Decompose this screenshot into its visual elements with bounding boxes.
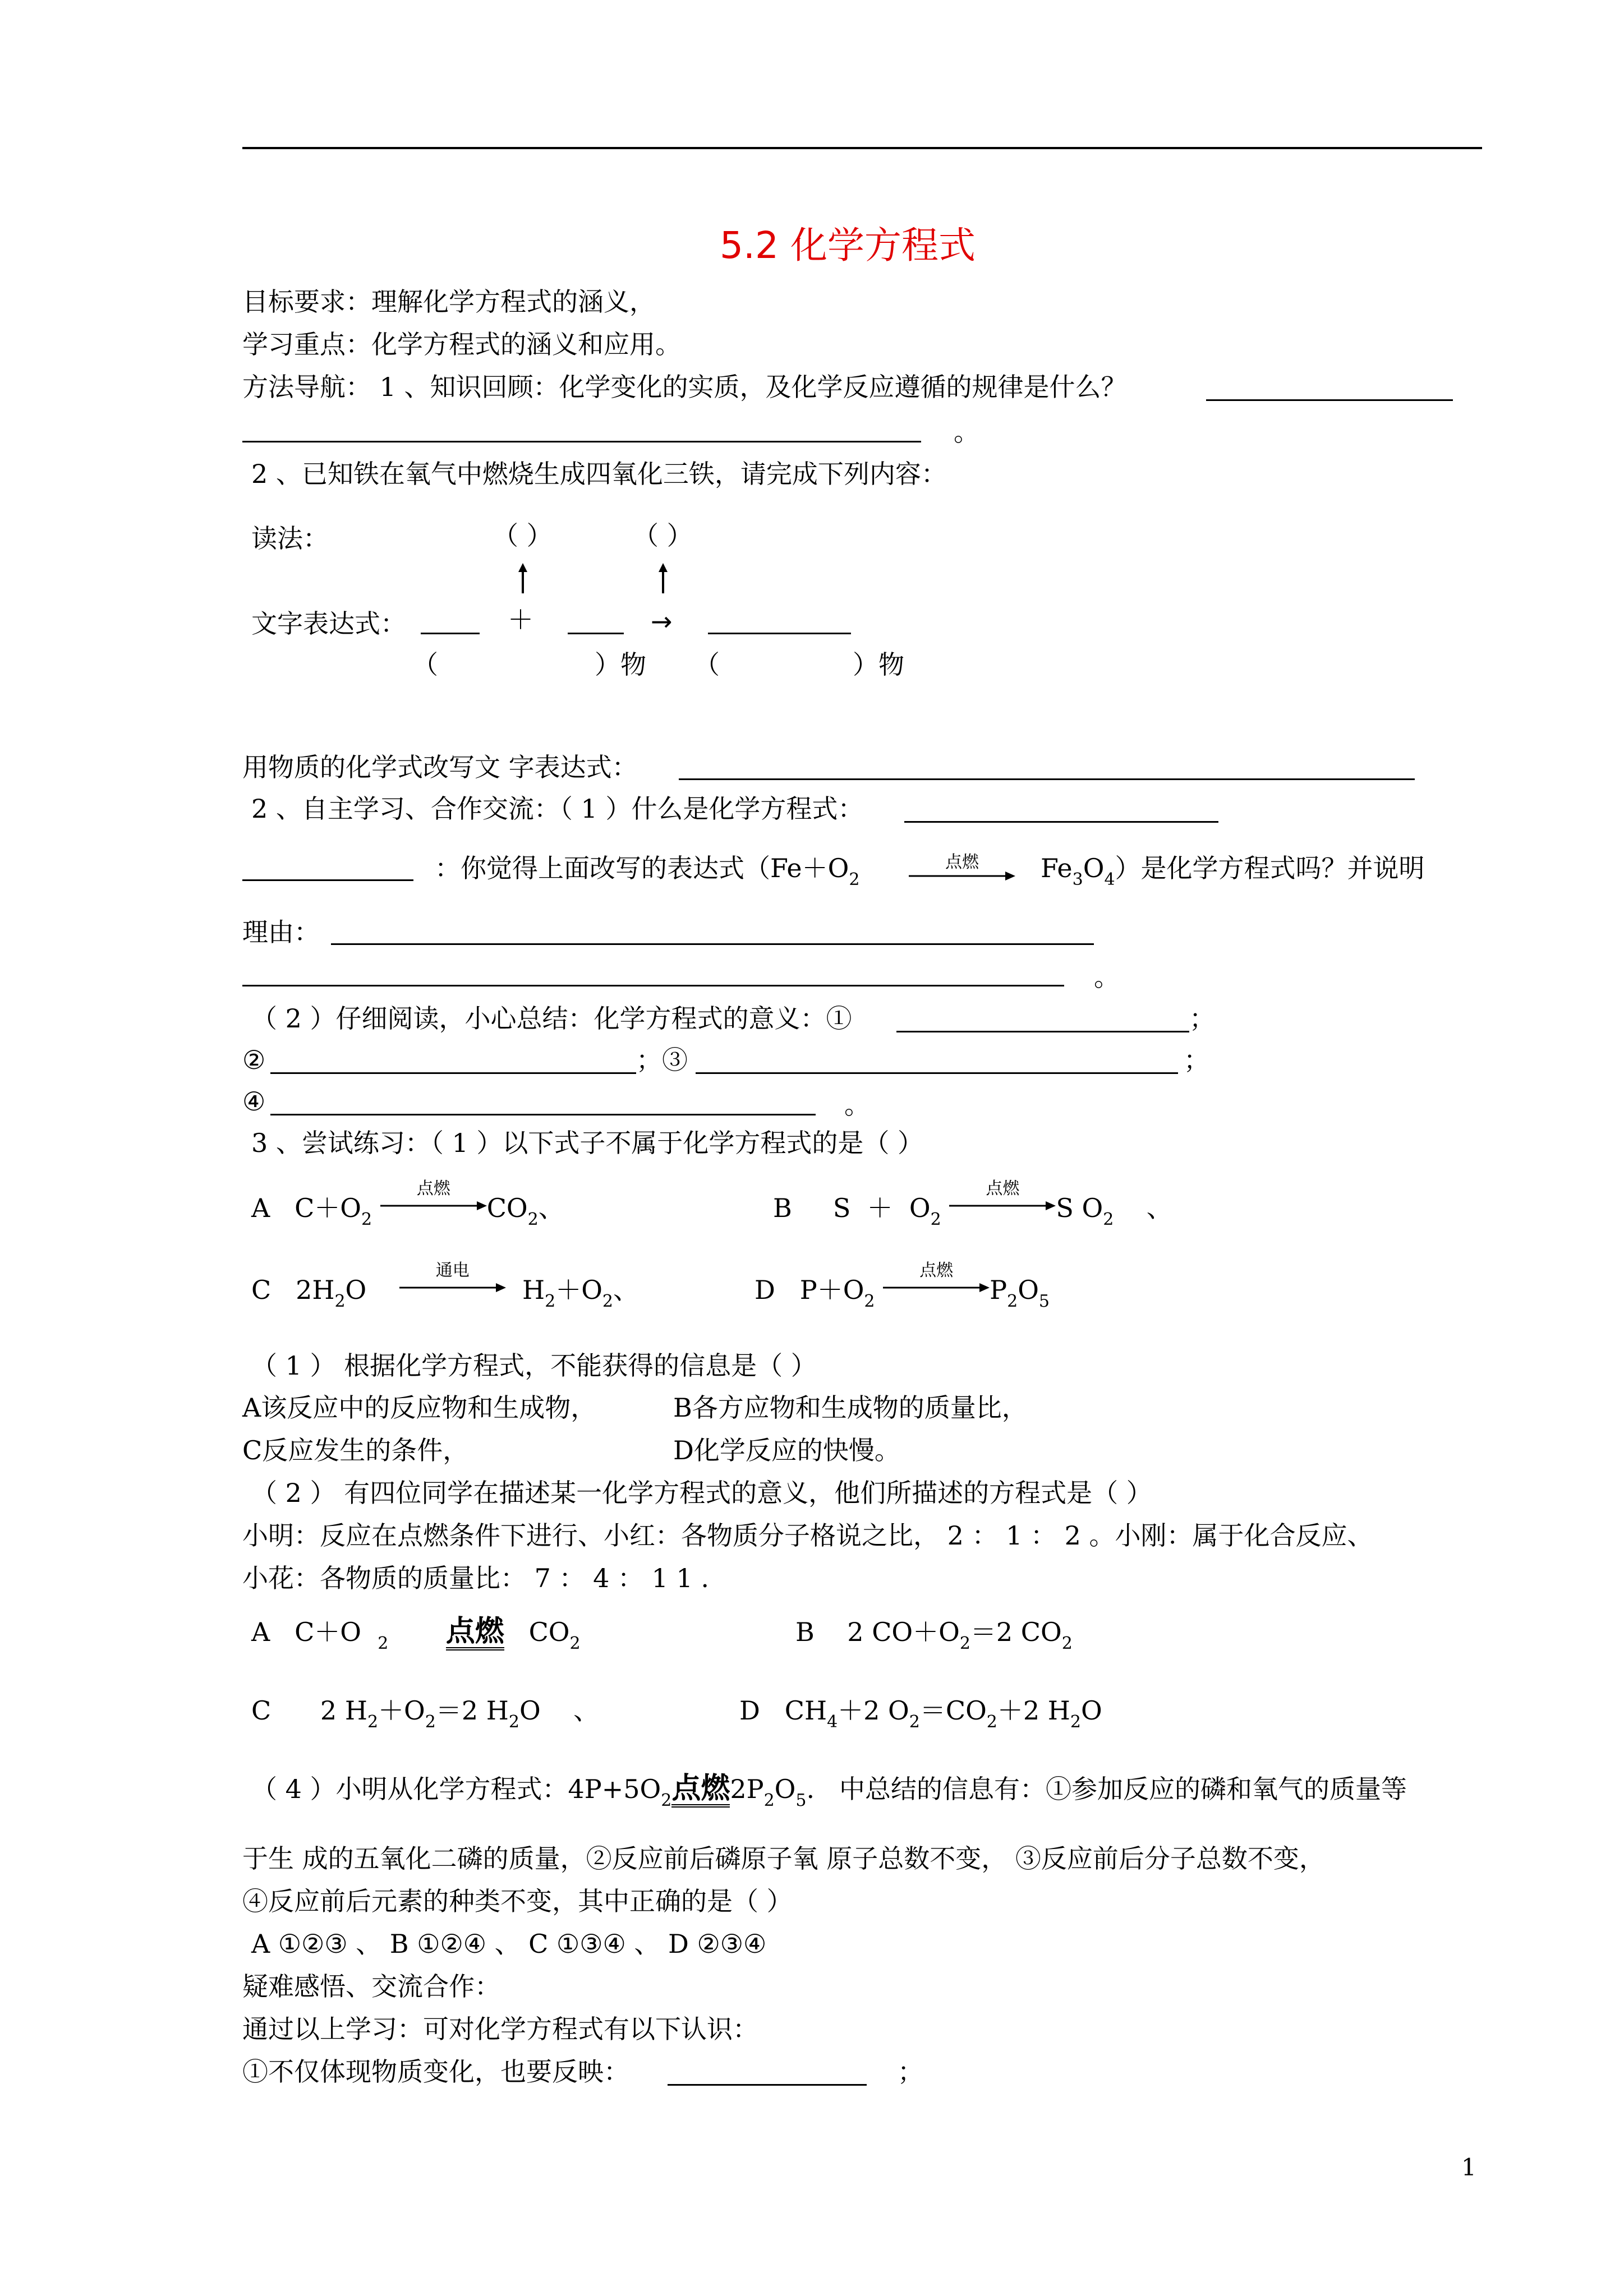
up-arrow-icon: [657, 563, 669, 593]
meaning-heading: （ 2 ）仔细阅读，小心总结：化学方程式的意义：①: [251, 1003, 852, 1034]
answer-blank: [679, 778, 1415, 780]
answer-blank: [270, 1114, 816, 1115]
q4-options: A ①②③ 、 B ①②④ 、 C ①③④ 、 D ②③④: [251, 1929, 767, 1959]
read-paren-2: （ ）: [633, 520, 693, 551]
end-mark: 。: [1094, 962, 1120, 992]
option-a: A $C+O_2$ 点燃 $CO_2$、: [251, 1179, 564, 1229]
paren-left: （: [694, 649, 720, 680]
answer-blank: [331, 943, 1094, 945]
q3c-option-b: B 2 $CO+O_2=2$ $CO_2$: [795, 1617, 1073, 1653]
q4-line3: ④反应前后元素的种类不变，其中正确的是（ ）: [242, 1886, 793, 1916]
q3c-heading: （ 2 ） 有四位同学在描述某一化学方程式的意义，他们所描述的方程式是（ ）: [251, 1478, 1152, 1508]
plus-sign: ＋: [508, 605, 533, 635]
q3c-option-d: D $CH_4+2$ $O_2=CO_2+2$ $H_2O$: [739, 1695, 1102, 1732]
semicolon: ；: [898, 2057, 923, 2087]
paren-right: ）物: [595, 649, 646, 680]
meaning-item-3: ；③: [636, 1045, 688, 1075]
q3-heading: 3 、尝试练习：（ 1 ）以下式子不属于化学方程式的是（ ）: [251, 1128, 924, 1158]
answer-blank: [421, 633, 480, 634]
rewrite-line: 用物质的化学式改写文 字表达式：: [242, 752, 638, 782]
question-text-b: $Fe_3O_4$）是化学方程式吗？并说明: [1041, 853, 1425, 889]
method-line: 方法导航： 1 、知识回顾：化学变化的实质，及化学反应遵循的规律是什么？: [242, 372, 1127, 402]
paren-left: （: [412, 649, 438, 680]
reaction-arrow: 点燃: [909, 848, 1015, 889]
answer-blank: [242, 985, 1064, 986]
semicolon: ；: [1184, 1045, 1209, 1075]
q3c-option-a: A C＋O $_2$ 点燃 $CO_2$: [251, 1615, 581, 1653]
up-arrow-icon: [517, 563, 528, 593]
q4-line1: （ 4 ）小明从化学方程式：$4P+5O_2$点燃$2P_2O_5$. 中总结的信息有：①参加反应的磷和氧气的质量等: [251, 1772, 1407, 1810]
q3b-option-c: C反应发生的条件，: [242, 1435, 469, 1465]
header-rule: [242, 147, 1482, 149]
meaning-item-2: ②: [242, 1045, 266, 1075]
q3b-heading: （ 1 ） 根据化学方程式，不能获得的信息是（ ）: [251, 1350, 817, 1381]
q3b-option-d: D化学反应的快慢。: [673, 1435, 900, 1465]
answer-blank: [270, 1072, 636, 1074]
summary-intro: 通过以上学习：可对化学方程式有以下认识：: [242, 2014, 758, 2044]
word-label: 文字表达式：: [251, 608, 406, 639]
q3c-line2: 小花：各物质的质量比： 7 ： 4 ： 1 1 .: [242, 1563, 710, 1593]
answer-blank: [696, 1072, 1178, 1074]
read-label: 读法：: [251, 523, 329, 554]
page-title: 5.2 化学方程式: [720, 224, 976, 267]
answer-blank: [568, 633, 624, 634]
q3c-line1: 小明：反应在点燃条件下进行、小红：各物质分子格说之比， 2 ： 1 ： 2 。小刚：属于化合反应、: [242, 1520, 1373, 1551]
answer-blank: [896, 1031, 1189, 1032]
q3b-option-b: B各方应物和生成物的质量比，: [673, 1393, 1028, 1423]
end-mark: 。: [844, 1090, 870, 1120]
q3b-option-a: A该反应中的反应物和生成物，: [242, 1393, 597, 1423]
option-d: D $P+O_2$ 点燃 $P_2O_5$: [755, 1261, 1050, 1311]
right-arrow-icon: →: [651, 606, 673, 637]
answer-blank: [708, 633, 851, 634]
answer-blank: [242, 441, 921, 442]
option-c: C $2H_2O$ 通电 $H_2+O_2$、: [251, 1261, 640, 1311]
reason-label: 理由：: [242, 917, 320, 947]
q2-heading: 2 、已知铁在氧气中燃烧生成四氧化三铁，请完成下列内容：: [251, 459, 947, 489]
summary-item-1: ①不仅体现物质变化，也要反映：: [242, 2057, 629, 2087]
paren-right: ）物: [853, 649, 904, 680]
self-study-heading: 2 、自主学习、合作交流：（ 1 ）什么是化学方程式：: [251, 794, 864, 824]
answer-blank: [1206, 399, 1453, 401]
option-b: B $S + O_2$ 点燃 S $O_2$ 、: [773, 1179, 1172, 1229]
q3c-option-c: C 2 $H_2+O_2=2$ $H_2O$ 、: [251, 1695, 600, 1732]
end-mark: 。: [954, 417, 979, 447]
answer-blank: [668, 2084, 867, 2086]
question-text: ：你觉得上面改写的表达式（$Fe+O_2$: [435, 853, 860, 889]
page-number: 1: [1461, 2154, 1476, 2181]
focus-line: 学习重点：化学方程式的涵义和应用。: [242, 329, 681, 359]
q4-line2: 于生 成的五氧化二磷的质量，②反应前后磷原子氧 原子总数不变， ③反应前后分子总数不变，: [242, 1843, 1325, 1874]
answer-blank: [242, 879, 413, 881]
summary-heading: 疑难感悟、交流合作：: [242, 1971, 500, 2002]
read-paren-1: （ ）: [493, 520, 553, 551]
meaning-item-4: ④: [242, 1086, 266, 1117]
answer-blank: [904, 821, 1218, 823]
semicolon: ；: [1189, 1003, 1215, 1034]
goal-line: 目标要求：理解化学方程式的涵义，: [242, 287, 655, 317]
